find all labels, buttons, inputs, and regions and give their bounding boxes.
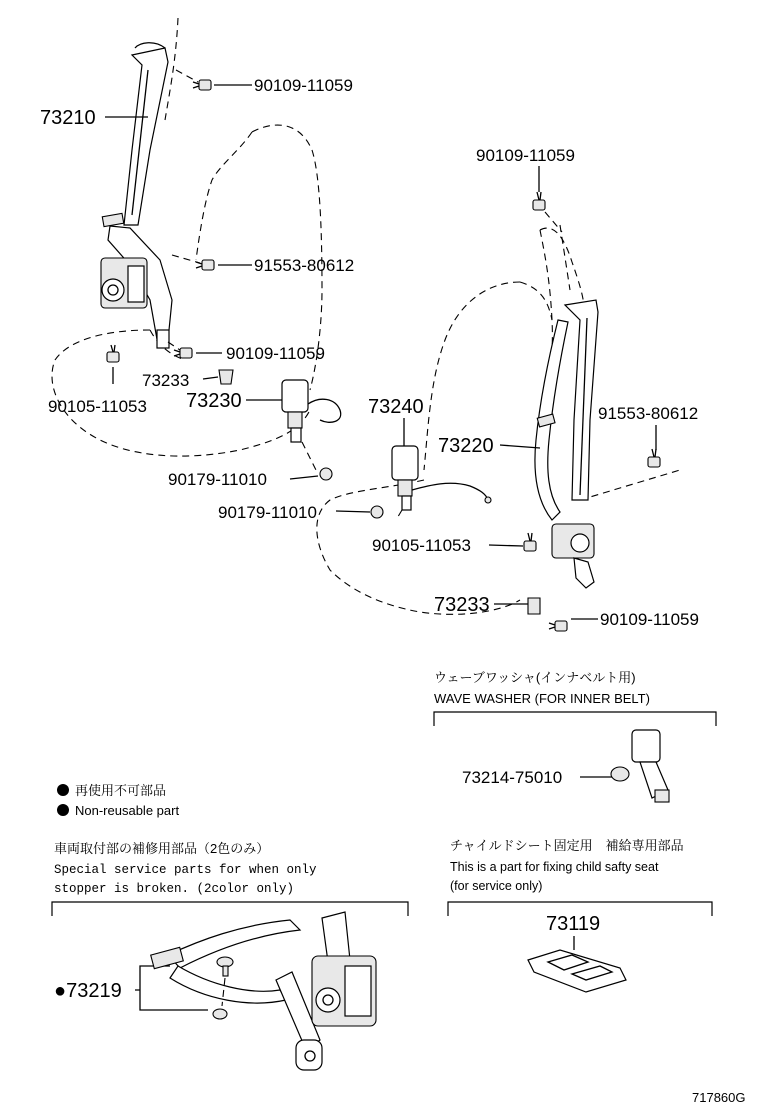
bolt-icon	[107, 345, 119, 362]
legend-en: Non-reusable part	[75, 803, 180, 818]
part-number-73240: 73240	[368, 396, 424, 418]
part-number-90179-b: 90179-11010	[218, 503, 317, 522]
bolt-icon	[524, 533, 536, 551]
child-seat-en-line1: This is a part for fixing child safty seat	[450, 860, 659, 874]
wave-washer-en-title: WAVE WASHER (FOR INNER BELT)	[434, 691, 650, 706]
part-number-bolt-top-left: 90109-11059	[254, 76, 353, 95]
part-number-91553-left: 91553-80612	[254, 256, 355, 275]
part-number-90179-a: 90179-11010	[168, 470, 267, 489]
part-number-73230: 73230	[186, 390, 242, 412]
nut-icon	[371, 506, 383, 518]
part-number-73214: 73214-75010	[462, 768, 563, 787]
stopper-icon	[213, 1009, 227, 1019]
belt-73210-drawing	[101, 43, 172, 348]
stopper-73233-right	[528, 598, 540, 614]
part-number-73119: 73119	[546, 913, 601, 935]
legend	[57, 783, 179, 818]
nut-icon	[320, 468, 332, 480]
part-number-73220: 73220	[438, 435, 494, 457]
figure-id: 717860G	[692, 1090, 746, 1105]
bolt-icon	[533, 192, 545, 210]
special-jp: 車両取付部の補修用部品（2色のみ）	[54, 841, 270, 856]
special-en-line2: stopper is broken. (2color only)	[54, 882, 295, 896]
child-seat-en-line2: (for service only)	[450, 879, 543, 893]
bolt-icon	[648, 449, 660, 467]
wave-washer-icon	[611, 767, 629, 781]
part-number-bolt-top-right: 90109-11059	[476, 146, 575, 165]
wave-washer-section	[434, 670, 716, 802]
bolt-icon	[193, 80, 211, 90]
wave-washer-jp-title: ウェーブワッシャ(インナベルト用)	[434, 670, 636, 685]
part-number-73233-right: 73233	[434, 594, 490, 616]
part-number-90109-right-low: 90109-11059	[600, 610, 699, 629]
part-number-73233-left: 73233	[142, 371, 190, 390]
part-number-90105-right: 90105-11053	[372, 536, 471, 555]
part-number-73210: 73210	[40, 107, 96, 129]
part-number-73219: ●73219	[54, 980, 122, 1002]
belt-73220-drawing	[535, 300, 598, 588]
child-seat-section	[448, 838, 712, 992]
part-number-90105-left: 90105-11053	[48, 397, 147, 416]
buckle-73230-drawing	[282, 380, 341, 480]
stopper-73233-left	[219, 370, 233, 384]
part-number-90109-left-mid: 90109-11059	[226, 344, 325, 363]
special-service-section	[52, 841, 408, 1070]
non-reusable-bullet-icon	[57, 804, 69, 816]
special-en-line1: Special service parts for when only	[54, 863, 317, 877]
non-reusable-bullet-icon	[57, 784, 69, 796]
bolt-icon	[196, 260, 214, 270]
buckle-73240-drawing	[371, 446, 491, 520]
child-seat-jp: チャイルドシート固定用 補給専用部品	[450, 838, 684, 853]
legend-jp: 再使用不可部品	[75, 783, 167, 798]
bolt-icon	[549, 621, 567, 631]
part-number-91553-right: 91553-80612	[598, 404, 699, 423]
